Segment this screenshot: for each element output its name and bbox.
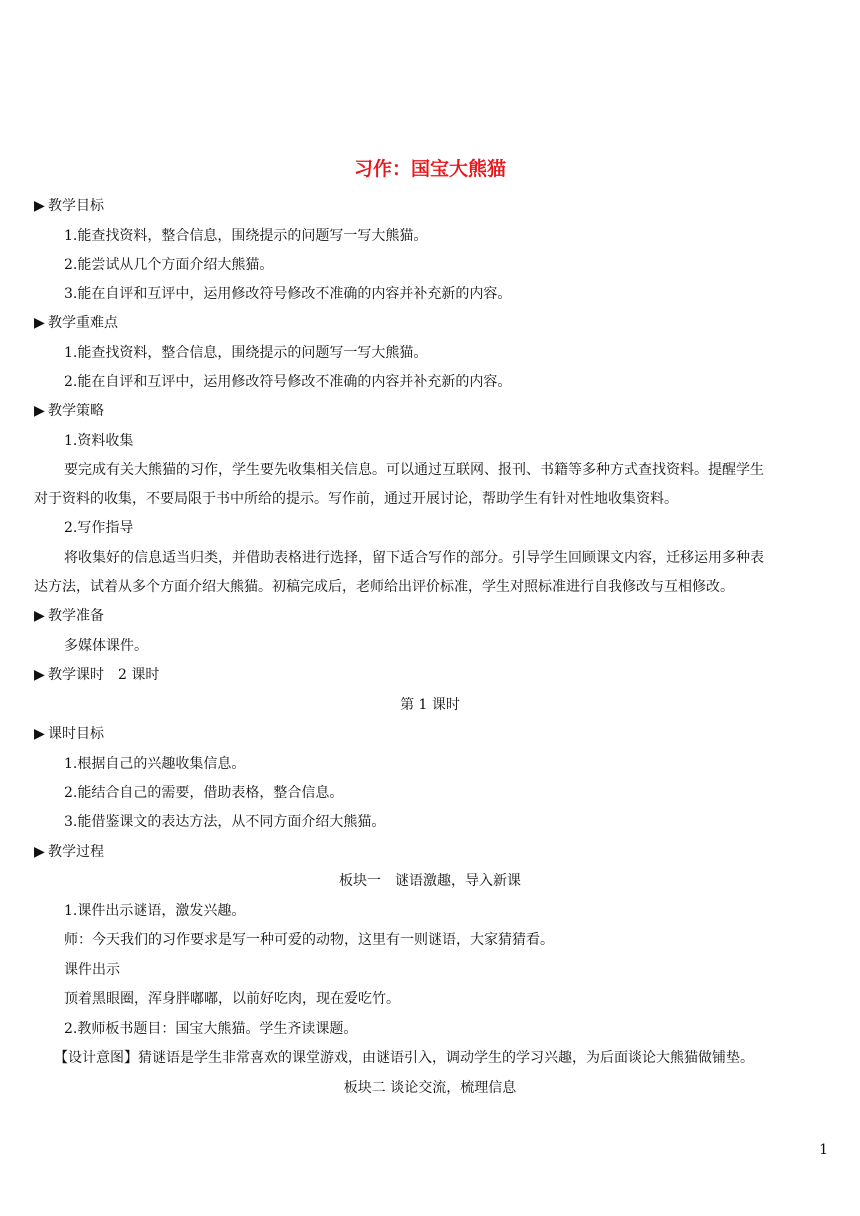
section-heading-key-points: ▶ 教学重难点 xyxy=(34,315,118,331)
paragraph-line: 要完成有关大熊猫的习作，学生要先收集相关信息。可以通过互联网、报刊、书籍等多种方式查找资料。提醒学生 xyxy=(64,462,764,478)
riddle-text: 顶着黑眼圈，浑身胖嘟嘟，以前好吃肉，现在爱吃竹。 xyxy=(64,991,400,1007)
page-title: 习作：国宝大熊猫 xyxy=(353,158,506,180)
strategy-subheading: 1.资料收集 xyxy=(64,433,134,449)
triangle-marker-icon: ▶ xyxy=(34,844,45,860)
paragraph-line: 将收集好的信息适当归类，并借助表格进行选择，留下适合写作的部分。引导学生回顾课文内容，迁移运用多种表 xyxy=(64,550,764,566)
triangle-marker-icon: ▶ xyxy=(34,726,45,742)
key-point-item: 1.能查找资料，整合信息，围绕提示的问题写一写大熊猫。 xyxy=(64,345,428,361)
process-line: 课件出示 xyxy=(64,962,120,978)
paragraph-line: 达方法，试着从多个方面介绍大熊猫。初稿完成后，老师给出评价标准，学生对照标准进行自我修改与互相修改。 xyxy=(34,579,734,595)
process-line: 2.教师板书题目：国宝大熊猫。学生齐读课题。 xyxy=(64,1021,358,1037)
lesson-goal-item: 2.能结合自己的需要，借助表格，整合信息。 xyxy=(64,785,344,801)
section-heading-strategy: ▶ 教学策略 xyxy=(34,403,104,419)
process-line: 1.课件出示谜语，激发兴趣。 xyxy=(64,903,246,919)
strategy-subheading: 2.写作指导 xyxy=(64,520,134,536)
goal-item: 1.能查找资料，整合信息，围绕提示的问题写一写大熊猫。 xyxy=(64,228,428,244)
triangle-marker-icon: ▶ xyxy=(34,198,45,214)
goal-item: 3.能在自评和互评中，运用修改符号修改不准确的内容并补充新的内容。 xyxy=(64,286,512,302)
triangle-marker-icon: ▶ xyxy=(34,608,45,624)
triangle-marker-icon: ▶ xyxy=(34,403,45,419)
section-heading-process: ▶ 教学过程 xyxy=(34,844,104,860)
block-heading: 板块二 谈论交流，梳理信息 xyxy=(343,1080,517,1096)
key-point-item: 2.能在自评和互评中，运用修改符号修改不准确的内容并补充新的内容。 xyxy=(64,374,512,390)
triangle-marker-icon: ▶ xyxy=(34,315,45,331)
section-heading-lesson-goals: ▶ 课时目标 xyxy=(34,726,104,742)
preparation-item: 多媒体课件。 xyxy=(64,638,148,654)
lesson-goal-item: 1.根据自己的兴趣收集信息。 xyxy=(64,756,246,772)
triangle-marker-icon: ▶ xyxy=(34,667,45,683)
section-heading-hours: ▶ 教学课时 2 课时 xyxy=(34,667,160,683)
design-intent: 【设计意图】猜谜语是学生非常喜欢的课堂游戏，由谜语引入，调动学生的学习兴趣，为后面谈论大熊猫做铺垫。 xyxy=(54,1050,754,1066)
lesson-heading: 第 1 课时 xyxy=(400,697,460,713)
paragraph-line: 对于资料的收集，不要局限于书中所给的提示。写作前，通过开展讨论，帮助学生有针对性地收集资料。 xyxy=(34,491,678,507)
lesson-goal-item: 3.能借鉴课文的表达方法，从不同方面介绍大熊猫。 xyxy=(64,814,386,830)
page-number: 1 xyxy=(819,1142,828,1158)
goal-item: 2.能尝试从几个方面介绍大熊猫。 xyxy=(64,257,274,273)
block-heading: 板块一 谜语激趣，导入新课 xyxy=(339,873,521,889)
section-heading-preparation: ▶ 教学准备 xyxy=(34,608,104,624)
process-line: 师：今天我们的习作要求是写一种可爱的动物，这里有一则谜语，大家猜猜看。 xyxy=(64,932,554,948)
section-heading-goals: ▶ 教学目标 xyxy=(34,198,104,214)
